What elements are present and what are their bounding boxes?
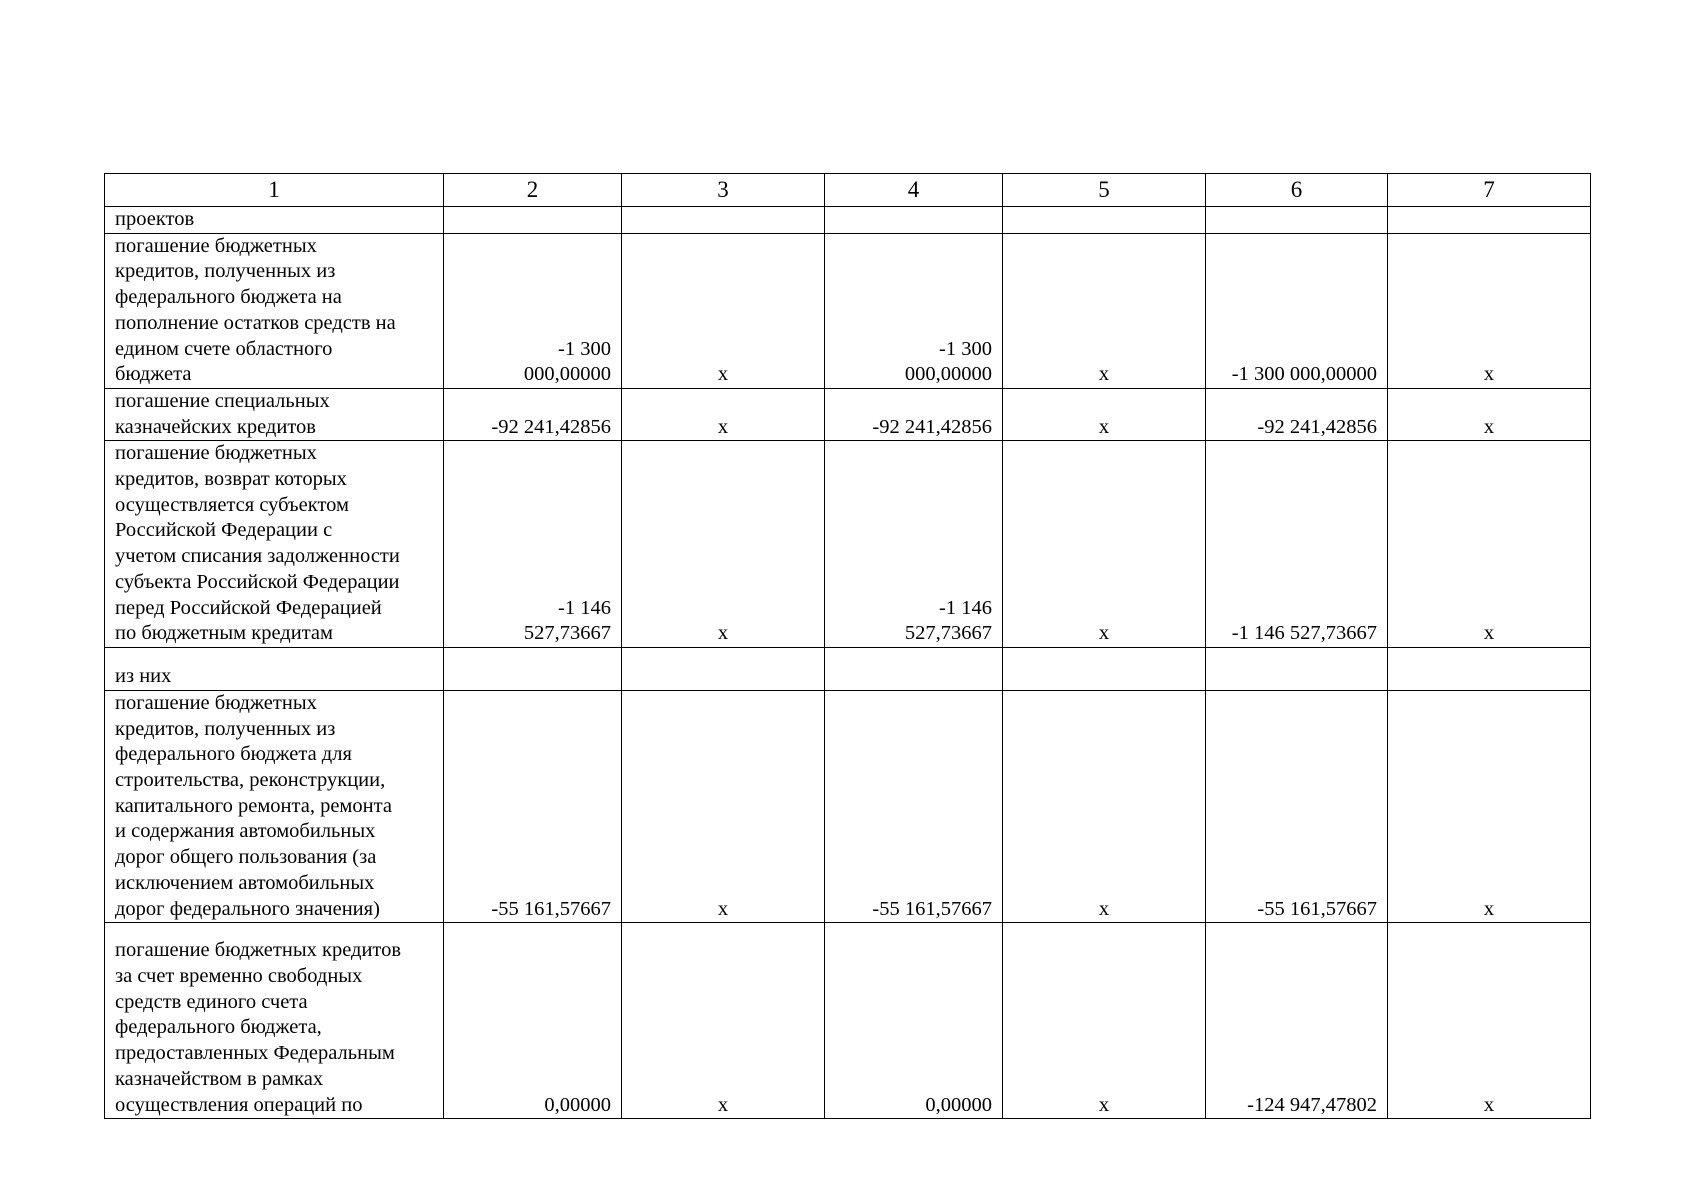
column-header: 5 <box>1003 174 1206 207</box>
table-row <box>105 233 1591 388</box>
table-cell: -1 300 000,00000 <box>1206 233 1388 388</box>
table-cell: x <box>622 233 825 388</box>
table-cell <box>444 647 622 690</box>
table-cell <box>622 647 825 690</box>
column-header: 3 <box>622 174 825 207</box>
table-cell: x <box>1003 690 1206 922</box>
table-cell <box>825 207 1003 234</box>
budget-table <box>104 173 1591 1119</box>
table-cell: x <box>1388 923 1591 1119</box>
table-cell: x <box>1003 388 1206 440</box>
column-header: 1 <box>105 174 444 207</box>
table-cell: x <box>1388 388 1591 440</box>
table-cell <box>825 647 1003 690</box>
table-cell: 0,00000 <box>825 923 1003 1119</box>
table-cell: -1 146 527,73667 <box>444 441 622 648</box>
table-cell: x <box>622 441 825 648</box>
table-cell <box>444 207 622 234</box>
table-row <box>105 388 1591 440</box>
table-cell <box>1206 647 1388 690</box>
table-cell: -1 146 527,73667 <box>1206 441 1388 648</box>
table-cell <box>1206 207 1388 234</box>
table-cell <box>1388 207 1591 234</box>
table-cell: -124 947,47802 <box>1206 923 1388 1119</box>
table-cell: -55 161,57667 <box>1206 690 1388 922</box>
table-cell: x <box>1388 233 1591 388</box>
table-cell <box>622 207 825 234</box>
header-row <box>105 174 1591 207</box>
table-cell: 0,00000 <box>444 923 622 1119</box>
column-header: 6 <box>1206 174 1388 207</box>
table-cell: x <box>1003 233 1206 388</box>
table-row <box>105 441 1591 648</box>
table-cell <box>1003 207 1206 234</box>
table-cell: -1 146 527,73667 <box>825 441 1003 648</box>
table-cell: -92 241,42856 <box>1206 388 1388 440</box>
table-row <box>105 690 1591 922</box>
column-header: 2 <box>444 174 622 207</box>
table-row <box>105 207 1591 234</box>
row-label: погашение специальных казначейских кредитов <box>105 388 444 440</box>
row-label: из них <box>105 647 444 690</box>
table-cell: x <box>1003 441 1206 648</box>
row-label: погашение бюджетных кредитов, полученных из федерального бюджета для строительства, реконструкции, капитального ремонта, ремонта и содержания автомобильных дорог общего пользования (за исключением автомобильных дорог федерального значения) <box>105 690 444 922</box>
row-label: погашение бюджетных кредитов за счет временно свободных средств единого счета федерального бюджета, предоставленных Федеральным казначейством в рамках осуществления операций по <box>105 923 444 1119</box>
table-cell: x <box>622 923 825 1119</box>
table-cell: -92 241,42856 <box>444 388 622 440</box>
table-cell: x <box>1388 690 1591 922</box>
column-header: 7 <box>1388 174 1591 207</box>
table-cell: -1 300 000,00000 <box>444 233 622 388</box>
row-label: погашение бюджетных кредитов, полученных из федерального бюджета на пополнение остатков средств на едином счете областного бюджета <box>105 233 444 388</box>
table-cell: x <box>1388 441 1591 648</box>
table-cell: -92 241,42856 <box>825 388 1003 440</box>
table-cell <box>1003 647 1206 690</box>
column-header: 4 <box>825 174 1003 207</box>
table-cell: -55 161,57667 <box>444 690 622 922</box>
table-cell <box>1388 647 1591 690</box>
table-cell: x <box>622 388 825 440</box>
row-label: проектов <box>105 207 444 234</box>
table-cell: -55 161,57667 <box>825 690 1003 922</box>
table-row <box>105 647 1591 690</box>
row-label: погашение бюджетных кредитов, возврат которых осуществляется субъектом Российской Федерации с учетом списания задолженности субъекта Российской Федерации перед Российской Федерацией по бюджетным кредитам <box>105 441 444 648</box>
table-cell: -1 300 000,00000 <box>825 233 1003 388</box>
table-cell: x <box>1003 923 1206 1119</box>
table-cell: x <box>622 690 825 922</box>
table-row <box>105 923 1591 1119</box>
